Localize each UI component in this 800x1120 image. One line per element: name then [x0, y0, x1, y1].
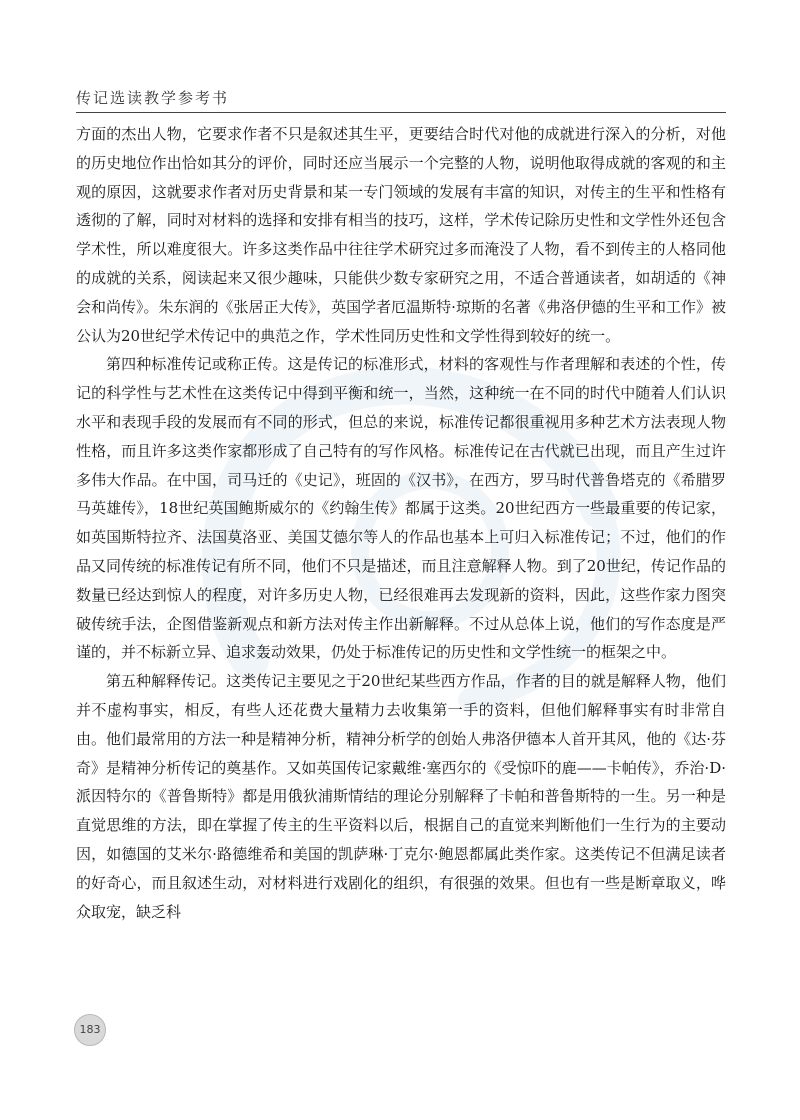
paragraph-standard-biography: 第四种标准传记或称正传。这是传记的标准形式，材料的客观性与作者理解和表述的个性，传记的科学性与艺术性在这类传记中得到平衡和统一，当然，这种统一在不同的时代中随着人们认识水平和表现手段的发展而有不同的形式，但总的来说，标准传记都很重视用多种艺术方法表现人物性格，而且许多这类作家都形成了自己特有的写作风格。标准传记在古代就已出现，而且产生过许多伟大作品。在中国，司马迁的《史记》，班固的《汉书》，在西方，罗马时代普鲁塔克的《希腊罗马英雄传》，18世纪英国鲍斯威尔的《约翰生传》都属于这类。20世纪西方一些最重要的传记家，如英国斯特拉齐、法国莫洛亚、美国艾德尔等人的作品也基本上可归入标准传记；不过，他们的作品又同传统的标准传记有所不同，他们不只是描述，而且注意解释人物。到了20世纪，传记作品的数量已经达到惊人的程度，对许多历史人物，已经很难再去发现新的资料，因此，这些作家力图突破传统手法，企图借鉴新观点和新方法对传主作出新解释。不过从总体上说，他们的写作态度是严谨的，并不标新立异、追求轰动效果，仍处于标准传记的历史性和文学性统一的框架之中。: [76, 355, 726, 662]
page-body: [76, 120, 726, 926]
paragraph-academic-biography: 方面的杰出人物，它要求作者不只是叙述其生平，更要结合时代对他的成就进行深入的分析，对他的历史地位作出恰如其分的评价，同时还应当展示一个完整的人物，说明他取得成就的客观的和主观的原因，这就要求作者对历史背景和某一专门领域的发展有丰富的知识，对传主的生平和性格有透彻的了解，同时对材料的选择和安排有相当的技巧，这样，学术传记除历史性和文学性外还包含学术性，所以难度很大。许多这类作品中往往学术研究过多而淹没了人物，看不到传主的人格同他的成就的关系，阅读起来又很少趣味，只能供少数专家研究之用，不适合普通读者，如胡适的《神会和尚传》。朱东润的《张居正大传》，英国学者厄温斯特·琼斯的名著《弗洛伊德的生平和工作》被公认为20世纪学术传记中的典范之作，学术性同历史性和文学性得到较好的统一。: [76, 125, 726, 345]
running-header: 传记选读教学参考书: [76, 89, 230, 107]
paragraph-interpretive-biography: 第五种解释传记。这类传记主要见之于20世纪某些西方作品，作者的目的就是解释人物，他们并不虚构事实，相反，有些人还花费大量精力去收集第一手的资料，但他们解释事实有时非常自由。他们最常用的方法一种是精神分析，精神分析学的创始人弗洛伊德本人首开其风，他的《达·芬奇》是精神分析传记的奠基作。又如英国传记家戴维·塞西尔的《受惊吓的鹿——卡帕传》，乔治·D·派因特尔的《普鲁斯特》都是用俄狄浦斯情结的理论分别解释了卡帕和普鲁斯特的一生。另一种是直觉思维的方法，即在掌握了传主的生平资料以后，根据自己的直觉来判断他们一生行为的主要动因，如德国的艾米尔·路德维希和美国的凯萨琳·丁克尔·鲍恩都属此类作家。这类传记不但满足读者的好奇心，而且叙述生动，对材料进行戏剧化的组织，有很强的效果。但也有一些是断章取义，哗众取宠，缺乏科: [76, 672, 726, 921]
page-number-badge: 183: [74, 1014, 106, 1046]
header-divider: [76, 112, 726, 113]
